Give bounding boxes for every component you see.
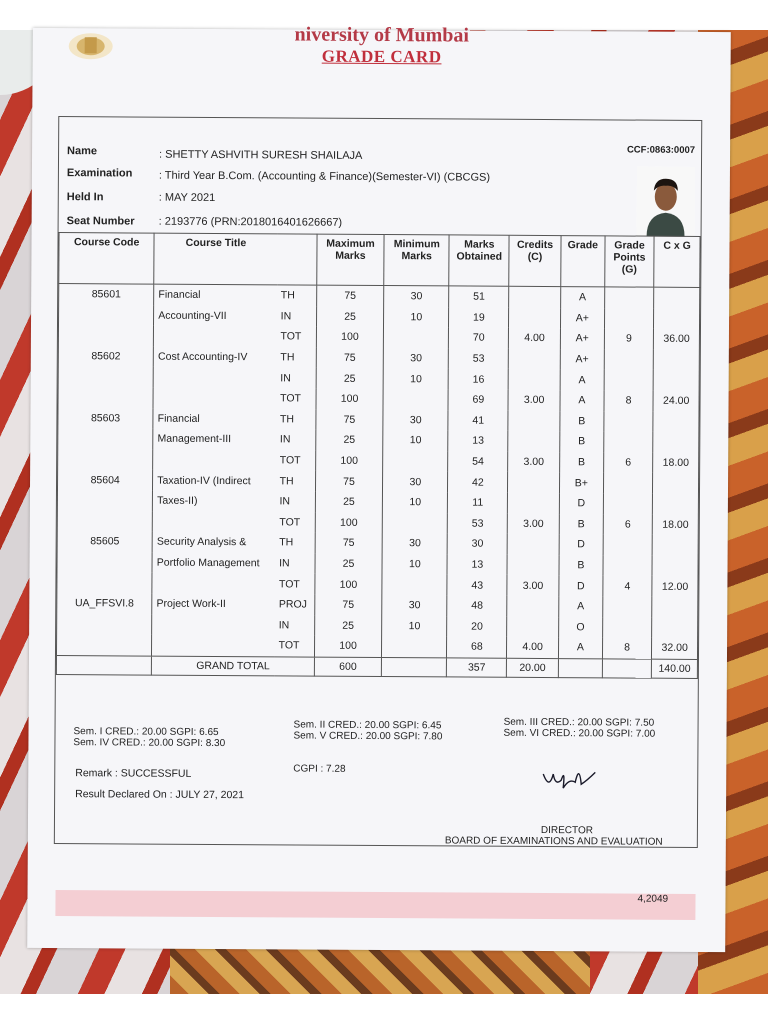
table-cell: 32.00 [652,638,698,659]
table-cell: Taxes-II) [153,491,276,512]
table-cell: 3.00 [507,575,559,596]
table-cell: 85602 [58,346,153,367]
table-cell: B [559,514,603,535]
grade-card-paper [27,23,731,952]
table-cell [653,473,699,494]
table-cell [653,432,699,453]
grand-total-cell [382,657,447,676]
table-cell [57,511,152,532]
table-cell [603,473,653,494]
table-cell [383,451,448,472]
table-cell: Project Work-II [152,594,275,615]
table-cell: PROJ [275,594,315,615]
table-cell: 9 [604,329,654,350]
table-cell: 3.00 [507,513,559,534]
table-cell: 85604 [57,469,152,490]
table-cell: 6 [603,452,653,473]
table-cell: IN [275,553,315,574]
sem-col-2 [293,719,442,742]
table-cell: A [561,287,605,308]
table-cell: TH [276,409,316,430]
col-header-course-code: Course Code [59,233,155,285]
table-cell [153,449,276,470]
table-cell: 30 [382,595,447,616]
table-cell [59,305,154,326]
table-cell: A [558,637,602,658]
table-cell [382,636,447,657]
table-cell: Portfolio Management [152,552,275,573]
table-cell [507,596,559,617]
university-name: niversity of Mumbai [294,23,470,47]
table-cell [603,596,653,617]
table-cell: Taxation-IV (Indirect [153,470,276,491]
table-cell [382,574,447,595]
table-cell: IN [277,306,317,327]
table-cell: 18.00 [653,452,699,473]
col-header-max-marks: Maximum Marks [317,234,385,285]
table-cell [603,493,653,514]
table-cell: 13 [447,554,507,575]
table-cell: 3.00 [508,452,560,473]
table-cell [508,431,560,452]
table-cell: O [559,617,603,638]
table-cell: 70 [449,328,509,349]
table-cell: 4.00 [509,328,561,349]
held-label: Held In [66,191,104,204]
table-cell: Security Analysis & [152,532,275,553]
table-cell: 25 [315,492,382,513]
table-cell [507,534,559,555]
table-cell [58,449,153,470]
table-cell [603,555,653,576]
table-cell: 30 [384,286,449,307]
table-cell: 43 [447,575,507,596]
table-cell [604,432,654,453]
table-cell: D [559,575,603,596]
table-cell: 4.00 [507,637,559,658]
col-header-min-marks: Minimum Marks [384,235,450,286]
col-header-marks-obtained: Marks Obtained [449,235,509,286]
table-cell [508,410,560,431]
table-cell: IN [276,368,316,389]
student-photo [637,167,695,237]
grand-total-row [56,655,697,678]
table-cell [57,552,152,573]
table-cell: 11 [448,492,508,513]
table-cell: 25 [315,553,382,574]
bottom-margin [0,994,768,1024]
table-cell: 4 [603,576,653,597]
serial-number: 4,2049 [637,893,669,905]
table-cell: 18.00 [652,514,698,535]
name-value: : SHETTY ASHVITH SURESH SHAILAJA [159,148,363,162]
table-cell: TH [277,285,317,306]
table-cell [508,472,560,493]
sem-line: Sem. VI CRED.: 20.00 SGPI: 7.00 [503,727,656,740]
table-cell [509,286,561,307]
grand-total-cell [602,659,652,678]
table-cell: 69 [448,389,508,410]
table-cell: 53 [448,513,508,534]
table-cell [653,494,699,515]
table-cell: B [560,431,604,452]
grand-total-cell [558,658,602,677]
ccf-code: CCF:0863:0007 [626,144,696,156]
seat-value: : 2193776 (PRN:2018016401626667) [158,215,343,229]
table-cell: 85601 [59,284,154,306]
col-header-grade: Grade [561,236,605,287]
table-cell [383,389,448,410]
marks-table [56,232,701,679]
table-cell: 54 [448,451,508,472]
table-cell: 10 [383,430,448,451]
table-cell [652,617,698,638]
table-cell: 100 [316,327,383,348]
table-cell: B+ [559,472,603,493]
remark: Remark : SUCCESSFUL [75,767,192,780]
table-cell [603,534,653,555]
table-cell: 10 [383,492,448,513]
table-cell: Accounting-VII [154,305,277,326]
table-cell: 100 [315,574,382,595]
table-cell: IN [276,430,316,451]
table-cell: 75 [315,471,382,492]
table-cell [508,369,560,390]
seat-label: Seat Number [66,215,135,228]
table-cell: 42 [448,472,508,493]
table-cell [58,387,153,408]
table-cell: 30 [383,471,448,492]
table-cell [56,634,151,656]
table-cell: A [559,596,603,617]
table-cell: TOT [276,327,316,348]
table-cell: TOT [276,388,316,409]
table-cell: TOT [275,574,315,595]
table-cell: UA_FFSVI.8 [57,593,152,614]
table-cell: 36.00 [654,329,700,350]
table-cell [604,308,654,329]
table-cell: 10 [382,616,447,637]
col-header-component [277,234,317,285]
table-cell: 100 [315,512,382,533]
table-cell: A+ [560,349,604,370]
table-cell: TH [275,532,315,553]
table-cell: 6 [603,514,653,535]
table-cell: 20 [447,616,507,637]
table-cell: 85605 [57,531,152,552]
sem-col-1 [73,726,225,749]
table-cell: 75 [316,285,383,307]
table-cell: 8 [602,637,652,658]
table-cell: D [559,534,603,555]
table-cell: 75 [315,533,382,554]
col-header-cxg: C x G [654,236,700,287]
table-cell: 30 [382,533,447,554]
table-cell: 25 [316,306,383,327]
table-cell: B [560,452,604,473]
table-cell: 10 [384,307,449,328]
table-cell: B [560,411,604,432]
table-cell: TH [276,347,316,368]
col-header-credits: Credits (C) [509,235,561,286]
table-cell: A [560,369,604,390]
table-cell [152,635,275,657]
table-cell [384,327,449,348]
table-cell: 100 [315,450,382,471]
table-cell [382,513,447,534]
table-cell [152,573,275,594]
table-cell: 100 [314,636,381,658]
sem-line: Sem. IV CRED.: 20.00 SGPI: 8.30 [73,737,226,750]
table-cell: 48 [447,595,507,616]
director-title: DIRECTOR [540,824,594,837]
table-cell: Financial [153,408,276,429]
table-cell: IN [275,615,315,636]
table-cell: A+ [560,308,604,329]
pink-band [55,890,695,920]
table-cell: TOT [275,512,315,533]
table-cell [652,555,698,576]
table-cell [653,370,699,391]
table-cell [57,490,152,511]
held-value: : MAY 2021 [158,191,216,204]
grand-total-cell [56,655,151,675]
table-cell: 30 [383,348,448,369]
table-cell: A+ [560,328,604,349]
table-cell: 12.00 [652,576,698,597]
table-cell: IN [275,491,315,512]
director-signature-icon [539,760,599,796]
table-cell: 41 [448,410,508,431]
table-cell [58,325,153,346]
name-label: Name [67,145,98,158]
table-cell [152,614,275,635]
table-cell: Cost Accounting-IV [154,346,277,367]
table-cell [507,616,559,637]
grand-total-cell: 357 [447,658,507,677]
table-cell: 53 [449,348,509,369]
table-cell: TOT [275,635,315,656]
table-cell [653,349,699,370]
table-cell: Financial [154,284,277,306]
table-cell: 51 [449,286,509,307]
table-cell: 100 [316,389,383,410]
exam-label: Examination [66,167,133,180]
sem-line: Sem. III CRED.: 20.00 SGPI: 7.50 [503,716,655,729]
table-cell [507,555,559,576]
table-cell: 85603 [58,408,153,429]
exam-value: : Third Year B.Com. (Accounting & Finance)(Semester-VI) (CBCGS) [158,169,491,184]
table-cell: 75 [316,347,383,368]
table-cell: 19 [449,307,509,328]
table-cell: 16 [449,369,509,390]
table-cell: TOT [276,450,316,471]
grade-card-frame [54,116,702,848]
table-cell [604,287,654,308]
result-declared: Result Declared On : JULY 27, 2021 [75,788,245,802]
table-cell: 25 [314,615,381,636]
grand-total-cell: GRAND TOTAL [152,656,315,676]
table-cell: D [559,493,603,514]
grand-total-cell: 20.00 [507,658,559,677]
table-cell [654,287,700,308]
table-cell: 75 [315,595,382,616]
table-cell [57,614,152,635]
cgpi: CGPI : 7.28 [293,763,346,775]
table-cell [653,411,699,432]
table-cell [652,535,698,556]
table-cell [58,428,153,449]
table-cell [652,597,698,618]
table-cell: 3.00 [508,390,560,411]
table-cell [153,388,276,409]
table-cell [509,307,561,328]
table-cell: 25 [316,368,383,389]
table-cell [508,349,560,370]
table-cell: 10 [383,368,448,389]
table-cell: 25 [316,430,383,451]
page-title: GRADE CARD [321,46,442,67]
table-cell: B [559,555,603,576]
sem-col-3 [503,717,655,740]
grand-total-cell: 140.00 [652,659,698,678]
table-cell [604,349,654,370]
table-cell: 24.00 [653,391,699,412]
sem-line: Sem. V CRED.: 20.00 SGPI: 7.80 [293,730,443,743]
table-cell: Management-III [153,429,276,450]
table-cell: 68 [447,637,507,658]
board-name: BOARD OF EXAMINATIONS AND EVALUATION [444,835,663,848]
col-header-grade-points: Grade Points (G) [605,236,655,287]
table-cell [604,370,654,391]
table-cell [57,572,152,593]
grand-total-cell: 600 [314,657,381,676]
table-cell: TH [276,471,316,492]
col-header-course-title: Course Title [154,233,277,285]
table-cell [153,511,276,532]
table-cell: A [560,390,604,411]
table-cell: 10 [382,554,447,575]
sem-line: Sem. I CRED.: 20.00 SGPI: 6.65 [73,726,219,739]
table-cell: 75 [316,409,383,430]
table-cell [154,326,277,347]
table-cell [602,617,652,638]
table-cell [153,367,276,388]
table-cell [508,493,560,514]
table-cell: 30 [448,534,508,555]
table-cell [58,366,153,387]
table-cell [654,308,700,329]
sem-line: Sem. II CRED.: 20.00 SGPI: 6.45 [293,719,442,732]
table-cell: 30 [383,410,448,431]
table-cell [604,411,654,432]
table-cell: 13 [448,431,508,452]
table-cell: 8 [604,390,654,411]
